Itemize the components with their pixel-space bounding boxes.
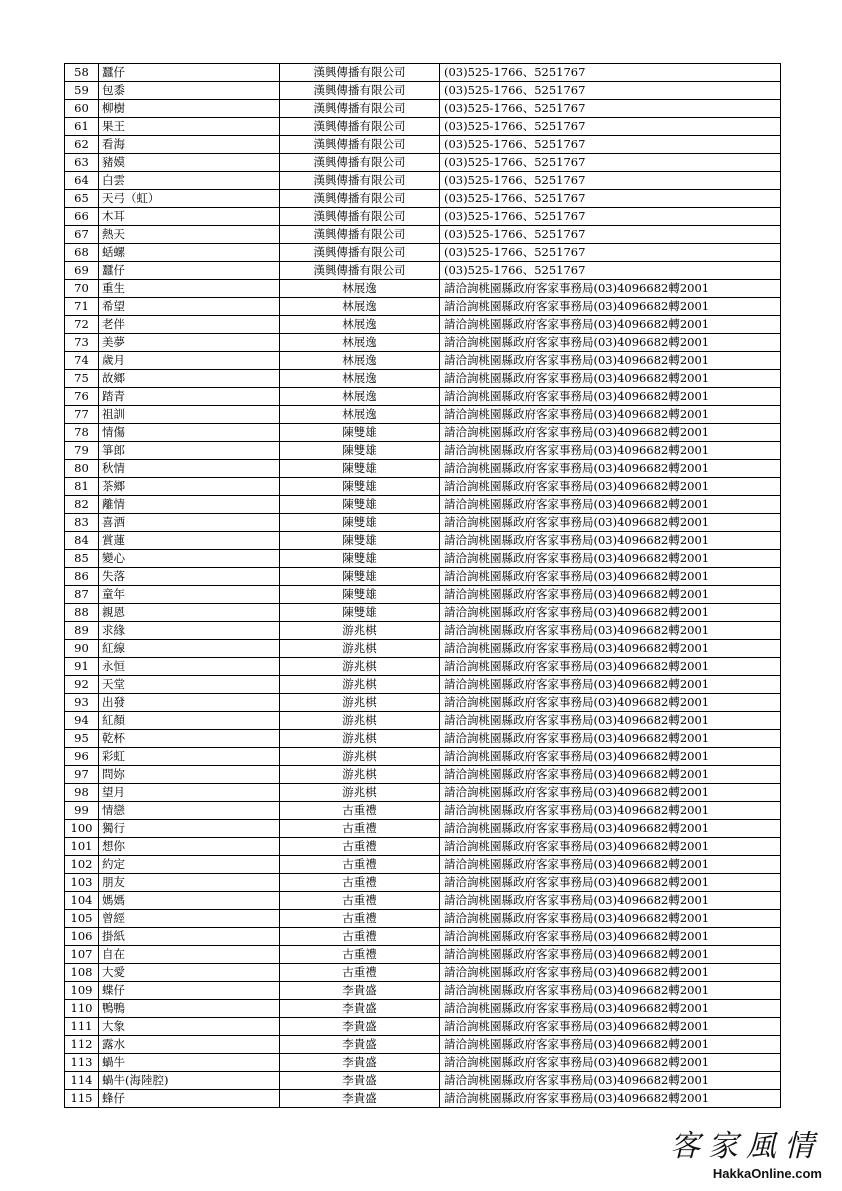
work-title: 白雲 (99, 172, 280, 190)
row-number: 88 (65, 604, 99, 622)
table-row (65, 658, 781, 676)
row-number: 93 (65, 694, 99, 712)
work-title: 曾經 (99, 910, 280, 928)
rights-holder: 李貴盛 (280, 1000, 440, 1018)
rights-holder: 陳雙雄 (280, 586, 440, 604)
contact-info: 請洽詢桃園縣政府客家事務局(03)4096682轉2001 (440, 694, 781, 712)
work-title: 美夢 (99, 334, 280, 352)
work-title: 天弓（虹） (99, 190, 280, 208)
rights-holder: 李貴盛 (280, 1054, 440, 1072)
row-number: 112 (65, 1036, 99, 1054)
work-title: 蠶仔 (99, 64, 280, 82)
table-row (65, 424, 781, 442)
table-row (65, 1000, 781, 1018)
row-number: 84 (65, 532, 99, 550)
work-title: 媽媽 (99, 892, 280, 910)
rights-holder: 陳雙雄 (280, 478, 440, 496)
contact-info: 請洽詢桃園縣政府客家事務局(03)4096682轉2001 (440, 712, 781, 730)
work-title: 露水 (99, 1036, 280, 1054)
contact-info: (03)525-1766、5251767 (440, 136, 781, 154)
work-title: 紅顏 (99, 712, 280, 730)
rights-holder: 漢興傳播有限公司 (280, 100, 440, 118)
work-title: 柳樹 (99, 100, 280, 118)
rights-holder: 漢興傳播有限公司 (280, 154, 440, 172)
work-title: 變心 (99, 550, 280, 568)
contact-info: 請洽詢桃園縣政府客家事務局(03)4096682轉2001 (440, 568, 781, 586)
contact-info: 請洽詢桃園縣政府客家事務局(03)4096682轉2001 (440, 514, 781, 532)
rights-holder: 古重禮 (280, 874, 440, 892)
row-number: 79 (65, 442, 99, 460)
contact-info: 請洽詢桃園縣政府客家事務局(03)4096682轉2001 (440, 964, 781, 982)
row-number: 70 (65, 280, 99, 298)
row-number: 66 (65, 208, 99, 226)
rights-holder: 古重禮 (280, 946, 440, 964)
row-number: 101 (65, 838, 99, 856)
row-number: 110 (65, 1000, 99, 1018)
work-title: 望月 (99, 784, 280, 802)
work-title: 秋情 (99, 460, 280, 478)
work-title: 蝸牛 (99, 1054, 280, 1072)
work-title: 包黍 (99, 82, 280, 100)
row-number: 90 (65, 640, 99, 658)
table-row (65, 1090, 781, 1108)
work-title: 獨行 (99, 820, 280, 838)
row-number: 77 (65, 406, 99, 424)
table-row (65, 766, 781, 784)
row-number: 78 (65, 424, 99, 442)
rights-holder: 游兆棋 (280, 730, 440, 748)
contact-info: 請洽詢桃園縣政府客家事務局(03)4096682轉2001 (440, 1000, 781, 1018)
watermark-logo (670, 1130, 822, 1181)
table-row (65, 262, 781, 280)
work-title: 蜂仔 (99, 1090, 280, 1108)
row-number: 69 (65, 262, 99, 280)
row-number: 95 (65, 730, 99, 748)
rights-holder: 李貴盛 (280, 1072, 440, 1090)
rights-holder: 漢興傳播有限公司 (280, 136, 440, 154)
contact-info: (03)525-1766、5251767 (440, 154, 781, 172)
table-row (65, 478, 781, 496)
rights-holder: 游兆棋 (280, 748, 440, 766)
contact-info: 請洽詢桃園縣政府客家事務局(03)4096682轉2001 (440, 622, 781, 640)
work-title: 茶鄉 (99, 478, 280, 496)
rights-holder: 林展逸 (280, 406, 440, 424)
rights-holder: 林展逸 (280, 280, 440, 298)
contact-info: 請洽詢桃園縣政府客家事務局(03)4096682轉2001 (440, 1054, 781, 1072)
rights-holder: 漢興傳播有限公司 (280, 190, 440, 208)
row-number: 98 (65, 784, 99, 802)
rights-holder: 游兆棋 (280, 622, 440, 640)
table-row (65, 244, 781, 262)
table-row (65, 280, 781, 298)
work-title: 熱天 (99, 226, 280, 244)
contact-info: 請洽詢桃園縣政府客家事務局(03)4096682轉2001 (440, 496, 781, 514)
row-number: 109 (65, 982, 99, 1000)
table-row (65, 154, 781, 172)
contact-info: (03)525-1766、5251767 (440, 208, 781, 226)
row-number: 82 (65, 496, 99, 514)
row-number: 94 (65, 712, 99, 730)
rights-holder: 李貴盛 (280, 982, 440, 1000)
table-row (65, 1072, 781, 1090)
rights-holder: 林展逸 (280, 334, 440, 352)
work-title: 蝸牛(海陸腔) (99, 1072, 280, 1090)
table-row (65, 406, 781, 424)
table-row (65, 1054, 781, 1072)
contact-info: 請洽詢桃園縣政府客家事務局(03)4096682轉2001 (440, 316, 781, 334)
watermark-chinese: 客家風情 (670, 1129, 822, 1164)
rights-holder: 陳雙雄 (280, 514, 440, 532)
contact-info: 請洽詢桃園縣政府客家事務局(03)4096682轉2001 (440, 1072, 781, 1090)
row-number: 59 (65, 82, 99, 100)
row-number: 60 (65, 100, 99, 118)
contact-info: 請洽詢桃園縣政府客家事務局(03)4096682轉2001 (440, 478, 781, 496)
rights-holder: 漢興傳播有限公司 (280, 64, 440, 82)
rights-holder: 游兆棋 (280, 712, 440, 730)
contact-info: (03)525-1766、5251767 (440, 226, 781, 244)
table-row (65, 874, 781, 892)
contact-info: 請洽詢桃園縣政府客家事務局(03)4096682轉2001 (440, 910, 781, 928)
table-row (65, 442, 781, 460)
rights-holder: 漢興傳播有限公司 (280, 208, 440, 226)
work-title: 約定 (99, 856, 280, 874)
rights-holder: 林展逸 (280, 352, 440, 370)
work-title: 情傷 (99, 424, 280, 442)
contact-info: 請洽詢桃園縣政府客家事務局(03)4096682轉2001 (440, 604, 781, 622)
table-row (65, 748, 781, 766)
table-row (65, 208, 781, 226)
row-number: 113 (65, 1054, 99, 1072)
rights-holder: 古重禮 (280, 964, 440, 982)
work-title: 豬嫫 (99, 154, 280, 172)
contact-info: (03)525-1766、5251767 (440, 262, 781, 280)
table-row (65, 1018, 781, 1036)
table-row (65, 946, 781, 964)
row-number: 102 (65, 856, 99, 874)
contact-info: 請洽詢桃園縣政府客家事務局(03)4096682轉2001 (440, 442, 781, 460)
contact-info: 請洽詢桃園縣政府客家事務局(03)4096682轉2001 (440, 766, 781, 784)
contact-info: 請洽詢桃園縣政府客家事務局(03)4096682轉2001 (440, 298, 781, 316)
row-number: 72 (65, 316, 99, 334)
contact-info: 請洽詢桃園縣政府客家事務局(03)4096682轉2001 (440, 586, 781, 604)
rights-holder: 林展逸 (280, 388, 440, 406)
table-row (65, 334, 781, 352)
table-row (65, 730, 781, 748)
work-title: 踏青 (99, 388, 280, 406)
contact-info: 請洽詢桃園縣政府客家事務局(03)4096682轉2001 (440, 424, 781, 442)
table-row (65, 928, 781, 946)
table-row (65, 856, 781, 874)
table-row (65, 460, 781, 478)
table-row (65, 226, 781, 244)
contact-info: 請洽詢桃園縣政府客家事務局(03)4096682轉2001 (440, 838, 781, 856)
work-title: 朋友 (99, 874, 280, 892)
row-number: 89 (65, 622, 99, 640)
rights-holder: 陳雙雄 (280, 460, 440, 478)
row-number: 105 (65, 910, 99, 928)
table-row (65, 838, 781, 856)
work-title: 看海 (99, 136, 280, 154)
work-title: 鴨鴨 (99, 1000, 280, 1018)
contact-info: 請洽詢桃園縣政府客家事務局(03)4096682轉2001 (440, 280, 781, 298)
row-number: 63 (65, 154, 99, 172)
row-number: 75 (65, 370, 99, 388)
work-title: 想你 (99, 838, 280, 856)
contact-info: 請洽詢桃園縣政府客家事務局(03)4096682轉2001 (440, 748, 781, 766)
contact-info: 請洽詢桃園縣政府客家事務局(03)4096682轉2001 (440, 550, 781, 568)
rights-holder: 漢興傳播有限公司 (280, 172, 440, 190)
table-row (65, 910, 781, 928)
row-number: 85 (65, 550, 99, 568)
work-title: 求緣 (99, 622, 280, 640)
table-row (65, 640, 781, 658)
work-title: 童年 (99, 586, 280, 604)
rights-holder: 漢興傳播有限公司 (280, 226, 440, 244)
table-row (65, 118, 781, 136)
row-number: 103 (65, 874, 99, 892)
work-title: 箏郎 (99, 442, 280, 460)
table-row (65, 352, 781, 370)
row-number: 62 (65, 136, 99, 154)
row-number: 67 (65, 226, 99, 244)
work-title: 蝶仔 (99, 982, 280, 1000)
table-row (65, 550, 781, 568)
table-row (65, 100, 781, 118)
contact-info: (03)525-1766、5251767 (440, 64, 781, 82)
contact-info: 請洽詢桃園縣政府客家事務局(03)4096682轉2001 (440, 388, 781, 406)
contact-info: 請洽詢桃園縣政府客家事務局(03)4096682轉2001 (440, 658, 781, 676)
contact-info: 請洽詢桃園縣政府客家事務局(03)4096682轉2001 (440, 892, 781, 910)
rights-holder: 李貴盛 (280, 1090, 440, 1108)
work-title: 情戀 (99, 802, 280, 820)
rights-holder: 陳雙雄 (280, 442, 440, 460)
table-row (65, 316, 781, 334)
row-number: 114 (65, 1072, 99, 1090)
table-row (65, 964, 781, 982)
contact-info: 請洽詢桃園縣政府客家事務局(03)4096682轉2001 (440, 982, 781, 1000)
work-title: 天堂 (99, 676, 280, 694)
table-row (65, 64, 781, 82)
table-row (65, 1036, 781, 1054)
work-title: 故鄉 (99, 370, 280, 388)
row-number: 83 (65, 514, 99, 532)
row-number: 87 (65, 586, 99, 604)
work-title: 祖訓 (99, 406, 280, 424)
row-number: 73 (65, 334, 99, 352)
row-number: 111 (65, 1018, 99, 1036)
row-number: 107 (65, 946, 99, 964)
work-title: 蠶仔 (99, 262, 280, 280)
contact-info: 請洽詢桃園縣政府客家事務局(03)4096682轉2001 (440, 856, 781, 874)
row-number: 97 (65, 766, 99, 784)
contact-info: 請洽詢桃園縣政府客家事務局(03)4096682轉2001 (440, 370, 781, 388)
rights-holder: 古重禮 (280, 820, 440, 838)
table-row (65, 694, 781, 712)
row-number: 71 (65, 298, 99, 316)
table-row (65, 514, 781, 532)
work-title: 大愛 (99, 964, 280, 982)
work-title: 乾杯 (99, 730, 280, 748)
contact-info: (03)525-1766、5251767 (440, 190, 781, 208)
contact-info: 請洽詢桃園縣政府客家事務局(03)4096682轉2001 (440, 820, 781, 838)
work-title: 蛞螺 (99, 244, 280, 262)
contact-info: 請洽詢桃園縣政府客家事務局(03)4096682轉2001 (440, 1090, 781, 1108)
contact-info: 請洽詢桃園縣政府客家事務局(03)4096682轉2001 (440, 802, 781, 820)
rights-holder: 漢興傳播有限公司 (280, 262, 440, 280)
row-number: 81 (65, 478, 99, 496)
table-row (65, 190, 781, 208)
contact-info: (03)525-1766、5251767 (440, 244, 781, 262)
rights-holder: 游兆棋 (280, 766, 440, 784)
rights-holder: 游兆棋 (280, 640, 440, 658)
work-title: 問妳 (99, 766, 280, 784)
table-row (65, 298, 781, 316)
contact-info: 請洽詢桃園縣政府客家事務局(03)4096682轉2001 (440, 532, 781, 550)
rights-holder: 漢興傳播有限公司 (280, 244, 440, 262)
work-title: 果王 (99, 118, 280, 136)
table-row (65, 532, 781, 550)
row-number: 115 (65, 1090, 99, 1108)
work-title: 掛紙 (99, 928, 280, 946)
work-title: 親恩 (99, 604, 280, 622)
contact-info: 請洽詢桃園縣政府客家事務局(03)4096682轉2001 (440, 640, 781, 658)
table-row (65, 676, 781, 694)
contact-info: 請洽詢桃園縣政府客家事務局(03)4096682轉2001 (440, 730, 781, 748)
table-row (65, 892, 781, 910)
work-title: 希望 (99, 298, 280, 316)
table-row (65, 496, 781, 514)
contact-info: 請洽詢桃園縣政府客家事務局(03)4096682轉2001 (440, 946, 781, 964)
table-row (65, 784, 781, 802)
rights-holder: 李貴盛 (280, 1036, 440, 1054)
work-list-table (64, 63, 781, 1108)
rights-holder: 游兆棋 (280, 694, 440, 712)
row-number: 86 (65, 568, 99, 586)
rights-holder: 古重禮 (280, 910, 440, 928)
contact-info: 請洽詢桃園縣政府客家事務局(03)4096682轉2001 (440, 334, 781, 352)
table-body (65, 64, 781, 1108)
work-title: 自在 (99, 946, 280, 964)
contact-info: 請洽詢桃園縣政府客家事務局(03)4096682轉2001 (440, 352, 781, 370)
rights-holder: 漢興傳播有限公司 (280, 82, 440, 100)
contact-info: (03)525-1766、5251767 (440, 82, 781, 100)
table-row (65, 388, 781, 406)
rights-holder: 古重禮 (280, 928, 440, 946)
contact-info: 請洽詢桃園縣政府客家事務局(03)4096682轉2001 (440, 1018, 781, 1036)
row-number: 68 (65, 244, 99, 262)
work-title: 老伴 (99, 316, 280, 334)
table-row (65, 820, 781, 838)
contact-info: 請洽詢桃園縣政府客家事務局(03)4096682轉2001 (440, 676, 781, 694)
rights-holder: 陳雙雄 (280, 568, 440, 586)
work-title: 永恒 (99, 658, 280, 676)
table-row (65, 982, 781, 1000)
row-number: 99 (65, 802, 99, 820)
work-title: 出發 (99, 694, 280, 712)
rights-holder: 游兆棋 (280, 784, 440, 802)
rights-holder: 陳雙雄 (280, 550, 440, 568)
table-row (65, 568, 781, 586)
work-title: 離情 (99, 496, 280, 514)
table-row (65, 622, 781, 640)
work-title: 失落 (99, 568, 280, 586)
table-row (65, 712, 781, 730)
table-row (65, 172, 781, 190)
rights-holder: 陳雙雄 (280, 424, 440, 442)
contact-info: (03)525-1766、5251767 (440, 118, 781, 136)
row-number: 106 (65, 928, 99, 946)
row-number: 61 (65, 118, 99, 136)
rights-holder: 林展逸 (280, 370, 440, 388)
row-number: 76 (65, 388, 99, 406)
work-title: 紅線 (99, 640, 280, 658)
rights-holder: 林展逸 (280, 298, 440, 316)
work-title: 重生 (99, 280, 280, 298)
work-title: 大象 (99, 1018, 280, 1036)
table-row (65, 586, 781, 604)
row-number: 100 (65, 820, 99, 838)
rights-holder: 陳雙雄 (280, 604, 440, 622)
row-number: 92 (65, 676, 99, 694)
table-row (65, 802, 781, 820)
row-number: 74 (65, 352, 99, 370)
table-row (65, 604, 781, 622)
contact-info: 請洽詢桃園縣政府客家事務局(03)4096682轉2001 (440, 1036, 781, 1054)
watermark-site: HakkaOnline.com (712, 1166, 822, 1181)
work-title: 賞蓮 (99, 532, 280, 550)
rights-holder: 漢興傳播有限公司 (280, 118, 440, 136)
row-number: 65 (65, 190, 99, 208)
rights-holder: 古重禮 (280, 838, 440, 856)
work-title: 木耳 (99, 208, 280, 226)
rights-holder: 游兆棋 (280, 658, 440, 676)
contact-info: 請洽詢桃園縣政府客家事務局(03)4096682轉2001 (440, 784, 781, 802)
contact-info: 請洽詢桃園縣政府客家事務局(03)4096682轉2001 (440, 874, 781, 892)
rights-holder: 李貴盛 (280, 1018, 440, 1036)
row-number: 58 (65, 64, 99, 82)
rights-holder: 古重禮 (280, 856, 440, 874)
rights-holder: 古重禮 (280, 892, 440, 910)
row-number: 80 (65, 460, 99, 478)
work-title: 喜酒 (99, 514, 280, 532)
row-number: 104 (65, 892, 99, 910)
table-row (65, 136, 781, 154)
row-number: 96 (65, 748, 99, 766)
contact-info: 請洽詢桃園縣政府客家事務局(03)4096682轉2001 (440, 460, 781, 478)
rights-holder: 古重禮 (280, 802, 440, 820)
contact-info: (03)525-1766、5251767 (440, 172, 781, 190)
table-row (65, 82, 781, 100)
row-number: 108 (65, 964, 99, 982)
rights-holder: 陳雙雄 (280, 532, 440, 550)
row-number: 64 (65, 172, 99, 190)
row-number: 91 (65, 658, 99, 676)
rights-holder: 游兆棋 (280, 676, 440, 694)
table-row (65, 370, 781, 388)
contact-info: (03)525-1766、5251767 (440, 100, 781, 118)
contact-info: 請洽詢桃園縣政府客家事務局(03)4096682轉2001 (440, 928, 781, 946)
work-title: 歲月 (99, 352, 280, 370)
work-title: 彩虹 (99, 748, 280, 766)
rights-holder: 陳雙雄 (280, 496, 440, 514)
contact-info: 請洽詢桃園縣政府客家事務局(03)4096682轉2001 (440, 406, 781, 424)
rights-holder: 林展逸 (280, 316, 440, 334)
